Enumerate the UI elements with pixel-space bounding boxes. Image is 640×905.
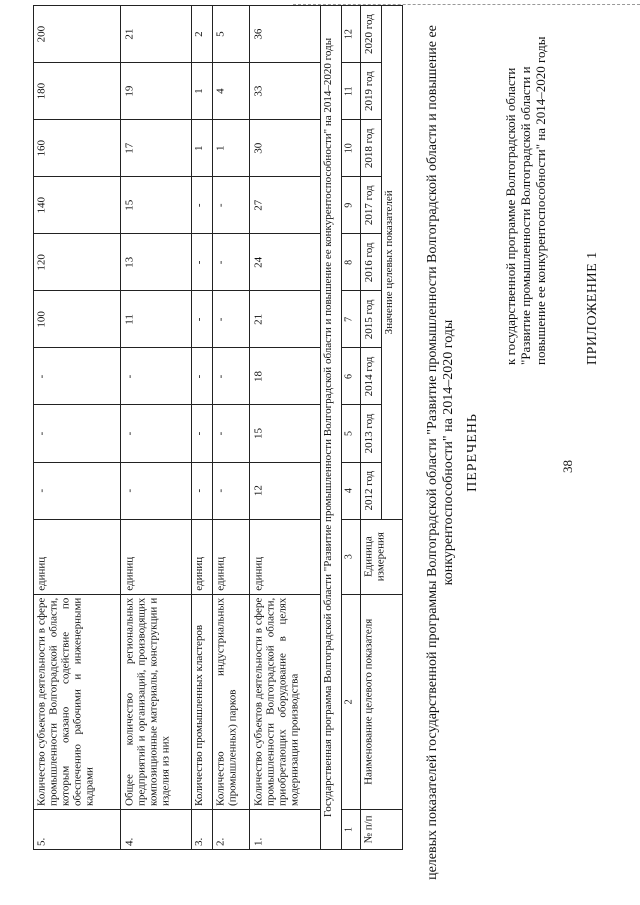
indicator-value: - (34, 348, 121, 405)
indicator-value: 2 (192, 6, 213, 63)
header-year: 2015 год (361, 291, 382, 348)
appendix-title: ПРИЛОЖЕНИЕ 1 (585, 251, 600, 365)
column-number: 6 (342, 348, 361, 405)
column-number: 12 (342, 6, 361, 63)
indicator-name: Общее количество региональных предприятий и организаций, производящих композиционные материалы, конструкции и изделия из них (121, 594, 192, 809)
document-title: ПЕРЕЧЕНЬ (465, 413, 480, 492)
indicator-value: 100 (34, 291, 121, 348)
indicator-unit: единиц (192, 519, 213, 594)
indicator-value: 1 (192, 63, 213, 120)
indicator-name: Количество субъектов деятельности в сфере промышленности Волгоградской области, которым оказано содействие по обеспечению рабочими и инженерными кадрами (34, 594, 121, 809)
column-number: 10 (342, 120, 361, 177)
indicator-value: 5 (212, 6, 249, 63)
row-number: 2. (212, 809, 249, 849)
indicator-unit: единиц (121, 519, 192, 594)
column-number: 4 (342, 462, 361, 519)
header-year: 2014 год (361, 348, 382, 405)
row-number: 5. (34, 809, 121, 849)
indicator-value: - (121, 348, 192, 405)
table-body (34, 6, 321, 850)
indicator-value: - (212, 405, 249, 462)
indicator-value: - (192, 348, 213, 405)
indicator-value: 4 (212, 63, 249, 120)
header-year: 2018 год (361, 120, 382, 177)
header-year: 2013 год (361, 405, 382, 462)
indicator-value: - (192, 234, 213, 291)
indicator-value: 160 (34, 120, 121, 177)
indicator-value: 120 (34, 234, 121, 291)
indicator-value: 180 (34, 63, 121, 120)
indicator-value: - (212, 234, 249, 291)
table-row (34, 6, 121, 850)
indicator-value: 15 (121, 177, 192, 234)
indicator-value: - (192, 462, 213, 519)
indicator-value: 1 (192, 120, 213, 177)
indicator-value: 27 (250, 177, 321, 234)
indicator-value: 18 (250, 348, 321, 405)
indicator-value: 140 (34, 177, 121, 234)
column-number: 1 (342, 809, 361, 849)
header-values-group: Значение целевых показателей (382, 6, 403, 520)
indicator-name: Количество индустриальных (промышленных) парков (212, 594, 249, 809)
indicator-value: 1 (212, 120, 249, 177)
header-year: 2017 год (361, 177, 382, 234)
column-number: 8 (342, 234, 361, 291)
table-header-row (382, 6, 403, 850)
column-number: 3 (342, 519, 361, 594)
indicator-unit: единиц (34, 519, 121, 594)
indicator-value: 36 (250, 6, 321, 63)
appendix-text: к государственной программе Волгоградской области "Развитие промышленности Волгоградской области и повышение ее конкурентоспособности" на 2014–2020 годы (503, 36, 548, 365)
document-subtitle: целевых показателей государственной программы Волгоградской области "Развитие промышленности Волгоградской области и повышение ее конкурентоспособности" на 2014–2020 годы (425, 25, 456, 880)
header-year: 2016 год (361, 234, 382, 291)
indicator-value: - (121, 462, 192, 519)
indicator-name: Количество промышленных кластеров (192, 594, 213, 809)
column-number: 5 (342, 405, 361, 462)
indicator-value: - (212, 462, 249, 519)
column-number: 2 (342, 594, 361, 809)
indicator-value: 200 (34, 6, 121, 63)
page-number: 38 (560, 460, 575, 473)
column-number: 11 (342, 63, 361, 120)
indicator-unit: единиц (212, 519, 249, 594)
indicator-value: 11 (121, 291, 192, 348)
column-number: 9 (342, 177, 361, 234)
table-row (212, 6, 249, 850)
header-num: № п/п (361, 809, 403, 849)
header-year: 2020 год (361, 6, 382, 63)
indicator-value: - (121, 405, 192, 462)
indicator-unit: единиц (250, 519, 321, 594)
indicator-name: Количество субъектов деятельности в сфере промышленности Волгоградской области, приобретающих оборудование в целях модернизации производства (250, 594, 321, 809)
indicator-value: 12 (250, 462, 321, 519)
table-row (250, 6, 321, 850)
indicator-value: 30 (250, 120, 321, 177)
row-number: 4. (121, 809, 192, 849)
program-title: Государственная программа Волгоградской области "Развитие промышленности Волгоградской области и повышение ее конкурентоспособности" на 2014–2020 годы (321, 6, 342, 850)
table-row (192, 6, 213, 850)
indicator-value: 21 (121, 6, 192, 63)
indicators-table (33, 5, 403, 850)
header-unit: Единица измерения (361, 519, 403, 594)
indicator-value: 17 (121, 120, 192, 177)
indicator-value: 33 (250, 63, 321, 120)
header-year: 2012 год (361, 462, 382, 519)
indicator-value: - (212, 291, 249, 348)
indicator-value: 15 (250, 405, 321, 462)
indicator-value: 19 (121, 63, 192, 120)
indicator-value: - (34, 462, 121, 519)
column-numbers-row (342, 6, 361, 850)
indicator-value: - (192, 291, 213, 348)
program-row (321, 6, 342, 850)
indicator-value: 21 (250, 291, 321, 348)
indicator-value: - (212, 177, 249, 234)
row-number: 3. (192, 809, 213, 849)
table-row (121, 6, 192, 850)
indicator-value: - (192, 177, 213, 234)
indicator-value: 24 (250, 234, 321, 291)
header-year: 2019 год (361, 63, 382, 120)
column-number: 7 (342, 291, 361, 348)
row-number: 1. (250, 809, 321, 849)
indicator-value: - (192, 405, 213, 462)
indicator-value: - (34, 405, 121, 462)
indicator-value: 13 (121, 234, 192, 291)
header-name: Наименование целевого показателя (361, 594, 403, 809)
indicator-value: - (212, 348, 249, 405)
